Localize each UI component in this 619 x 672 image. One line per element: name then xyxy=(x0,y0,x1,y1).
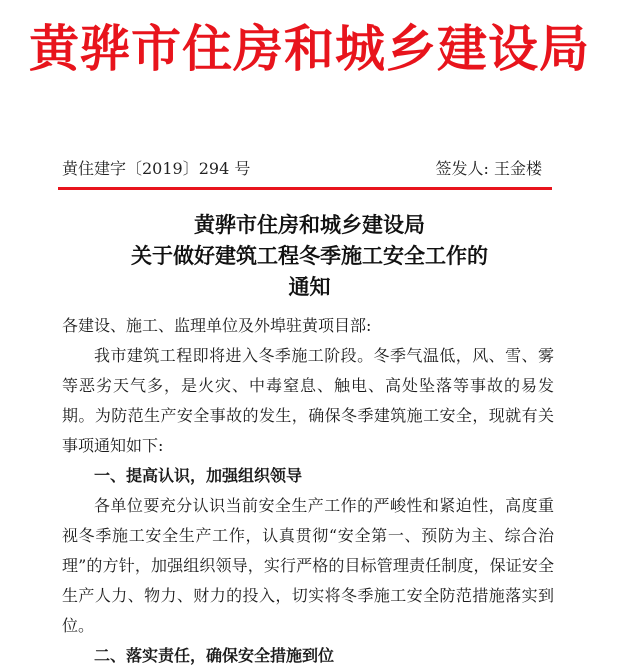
intro-paragraph: 我市建筑工程即将进入冬季施工阶段。冬季气温低，风、雪、雾等恶劣天气多，是火灾、中毒窒息、触电、高处坠落等事故的易发期。为防范生产安全事故的发生，确保冬季建筑施工安全，现就有关事项通知如下: xyxy=(62,346,554,455)
section-heading-2: 二、落实责任，确保安全措施到位 xyxy=(94,646,335,665)
document-body xyxy=(62,311,554,671)
document-meta-row xyxy=(62,158,552,180)
letterhead-org-name: 黄骅市住房和城乡建设局 xyxy=(29,20,590,78)
title-line-2: 关于做好建筑工程冬季施工安全工作的 xyxy=(131,244,488,268)
title-line-1: 黄骅市住房和城乡建设局 xyxy=(194,213,425,237)
red-divider-line xyxy=(58,187,552,190)
section-1-paragraph: 各单位要充分认识当前安全生产工作的严峻性和紧迫性，高度重视冬季施工安全生产工作，认真贯彻“安全第一、预防为主、综合治理”的方针，加强组织领导，实行严格的目标管理责任制度，保证安全生产人力、物力、财力的投入，切实将冬季施工安全防范措施落实到位。 xyxy=(62,496,554,635)
signer: 签发人: 王金楼 xyxy=(435,159,542,178)
section-heading-1: 一、提高认识，加强组织领导 xyxy=(94,466,303,485)
title-line-3: 通知 xyxy=(288,275,331,299)
salutation: 各建设、施工、监理单位及外埠驻黄项目部: xyxy=(62,316,372,335)
document-title xyxy=(0,210,619,303)
document-number: 黄住建字〔2019〕294 号 xyxy=(62,159,251,178)
